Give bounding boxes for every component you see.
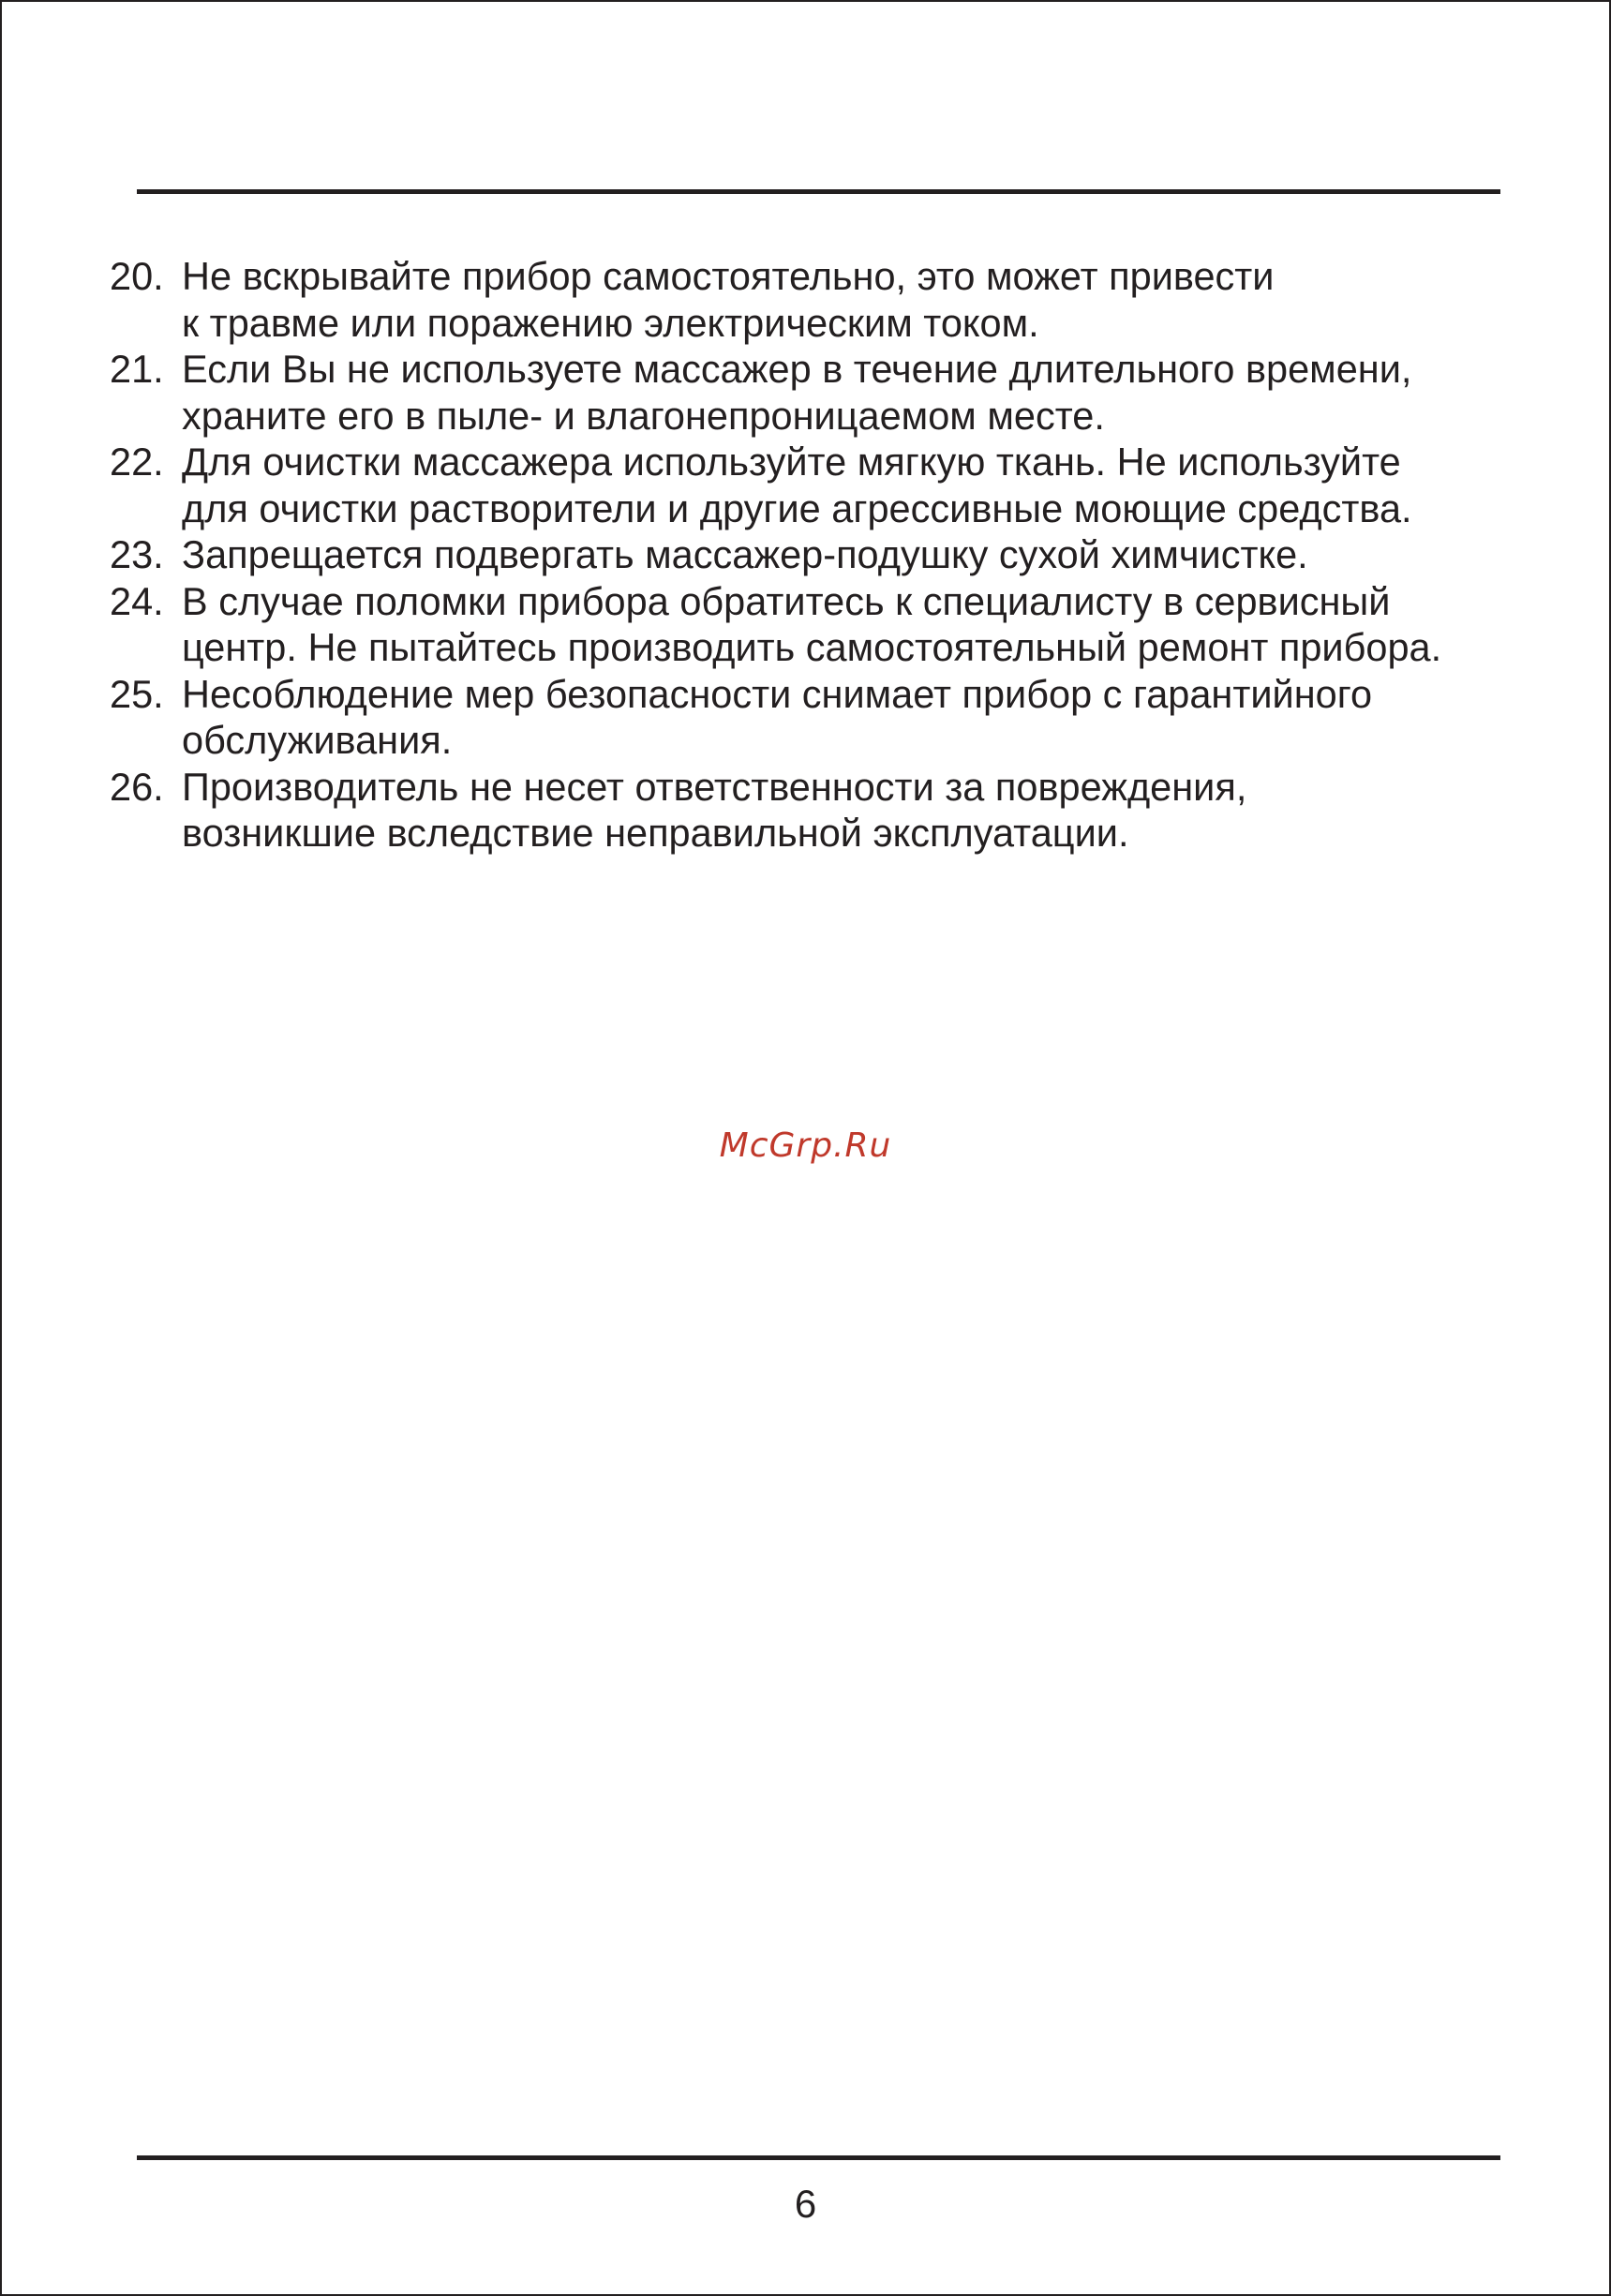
item-number: 25.: [110, 671, 164, 716]
watermark-text: McGrp.Ru: [719, 1126, 892, 1165]
list-item: [110, 764, 1534, 857]
item-number: 23.: [110, 532, 164, 576]
item-text-line: Несоблюдение мер безопасности снимает прибор с гарантийного: [182, 671, 1373, 716]
item-text-line: возникшие вследствие неправильной эксплуатации.: [182, 811, 1129, 855]
item-text-line: Не вскрывайте прибор самостоятельно, это может привести: [182, 254, 1275, 298]
item-text-line: обслуживания.: [182, 718, 453, 762]
list-item: [110, 531, 1534, 578]
item-number: 22.: [110, 440, 164, 484]
item-number: 21.: [110, 347, 164, 391]
item-number: 24.: [110, 578, 164, 623]
item-text-line: храните его в пыле- и влагонепроницаемом месте.: [182, 393, 1105, 438]
bottom-divider: [137, 2155, 1500, 2160]
item-text-line: центр. Не пытайтесь производить самостоятельный ремонт прибора.: [182, 625, 1442, 669]
item-text: [182, 439, 1534, 531]
list-item: [110, 578, 1534, 671]
list-item: [110, 439, 1534, 531]
item-text: [182, 671, 1534, 764]
list-item: [110, 671, 1534, 764]
item-text-line: Для очистки массажера используйте мягкую ткань. Не используйте: [182, 440, 1401, 484]
item-text: [182, 531, 1534, 578]
item-text-line: Запрещается подвергать массажер-подушку сухой химчистке.: [182, 532, 1308, 576]
item-text: [182, 578, 1534, 671]
item-text-line: к травме или поражению электрическим током.: [182, 300, 1039, 345]
item-text: [182, 764, 1534, 857]
item-text-line: для очистки растворители и другие агрессивные моющие средства.: [182, 485, 1412, 530]
item-number: 20.: [110, 254, 164, 298]
safety-rules-list: [110, 253, 1534, 857]
item-text-line: Если Вы не используете массажер в течение длительного времени,: [182, 347, 1412, 391]
page-number: 6: [794, 2182, 817, 2226]
list-item: [110, 346, 1534, 439]
item-number: 26.: [110, 764, 164, 809]
item-text-line: Производитель не несет ответственности за повреждения,: [182, 764, 1247, 809]
list-item: [110, 253, 1534, 346]
item-text-line: В случае поломки прибора обратитесь к специалисту в сервисный: [182, 578, 1391, 623]
item-text: [182, 253, 1534, 346]
item-text: [182, 346, 1534, 439]
top-divider: [137, 189, 1500, 194]
